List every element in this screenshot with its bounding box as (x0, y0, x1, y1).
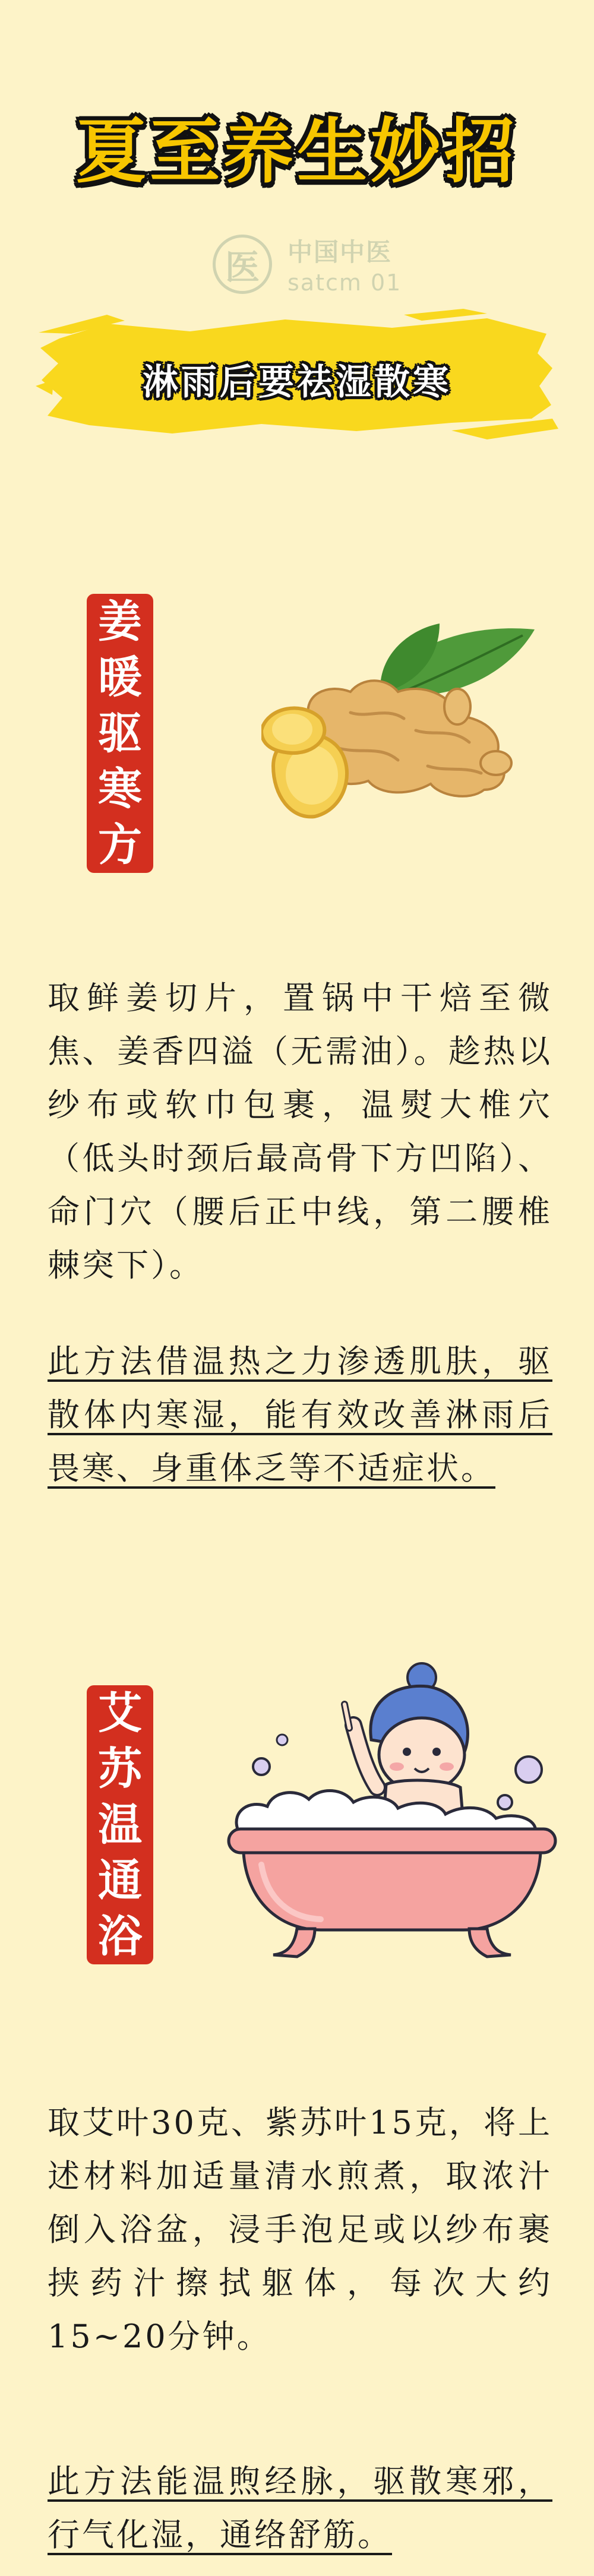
section1-method: 取鲜姜切片，置锅中干焙至微焦、姜香四溢（无需油）。趁热以纱布或软巾包裹，温熨大椎穴（低头时颈后最高骨下方凹陷）、命门穴（腰后正中线，第二腰椎棘突下）。 (48, 979, 552, 1284)
bathtub-illustration (226, 1651, 558, 1971)
watermark-account: satcm 01 (287, 270, 402, 296)
section-label-ginger: 姜 暖 驱 寒 方 (87, 594, 153, 873)
section2-method: 取艾叶30克、紫苏叶15克，将上述材料加适量清水煎煮，取浓汁倒入浴盆，浸手泡足或以纱布裹挟药汁擦拭躯体，每次大约15~20分钟。 (48, 2104, 552, 2355)
ginger-illustration (261, 618, 546, 825)
section-label-bath: 艾 苏 温 通 浴 (87, 1685, 153, 1964)
subtitle-banner (36, 297, 558, 451)
watermark-name: 中国中医 (287, 238, 393, 267)
section2-effect: 此方法能温煦经脉，驱散寒邪，行气化湿，通络舒筋。 (48, 2463, 552, 2553)
banner-text: 淋雨后要祛湿散寒 (143, 362, 451, 403)
page-title: 夏至养生妙招 (75, 110, 518, 192)
watermark-logo (213, 233, 402, 296)
section1-effect: 此方法借温热之力渗透肌肤，驱散体内寒湿，能有效改善淋雨后畏寒、身重体乏等不适症状。 (48, 1343, 552, 1487)
seal-icon: 医 (213, 235, 272, 294)
